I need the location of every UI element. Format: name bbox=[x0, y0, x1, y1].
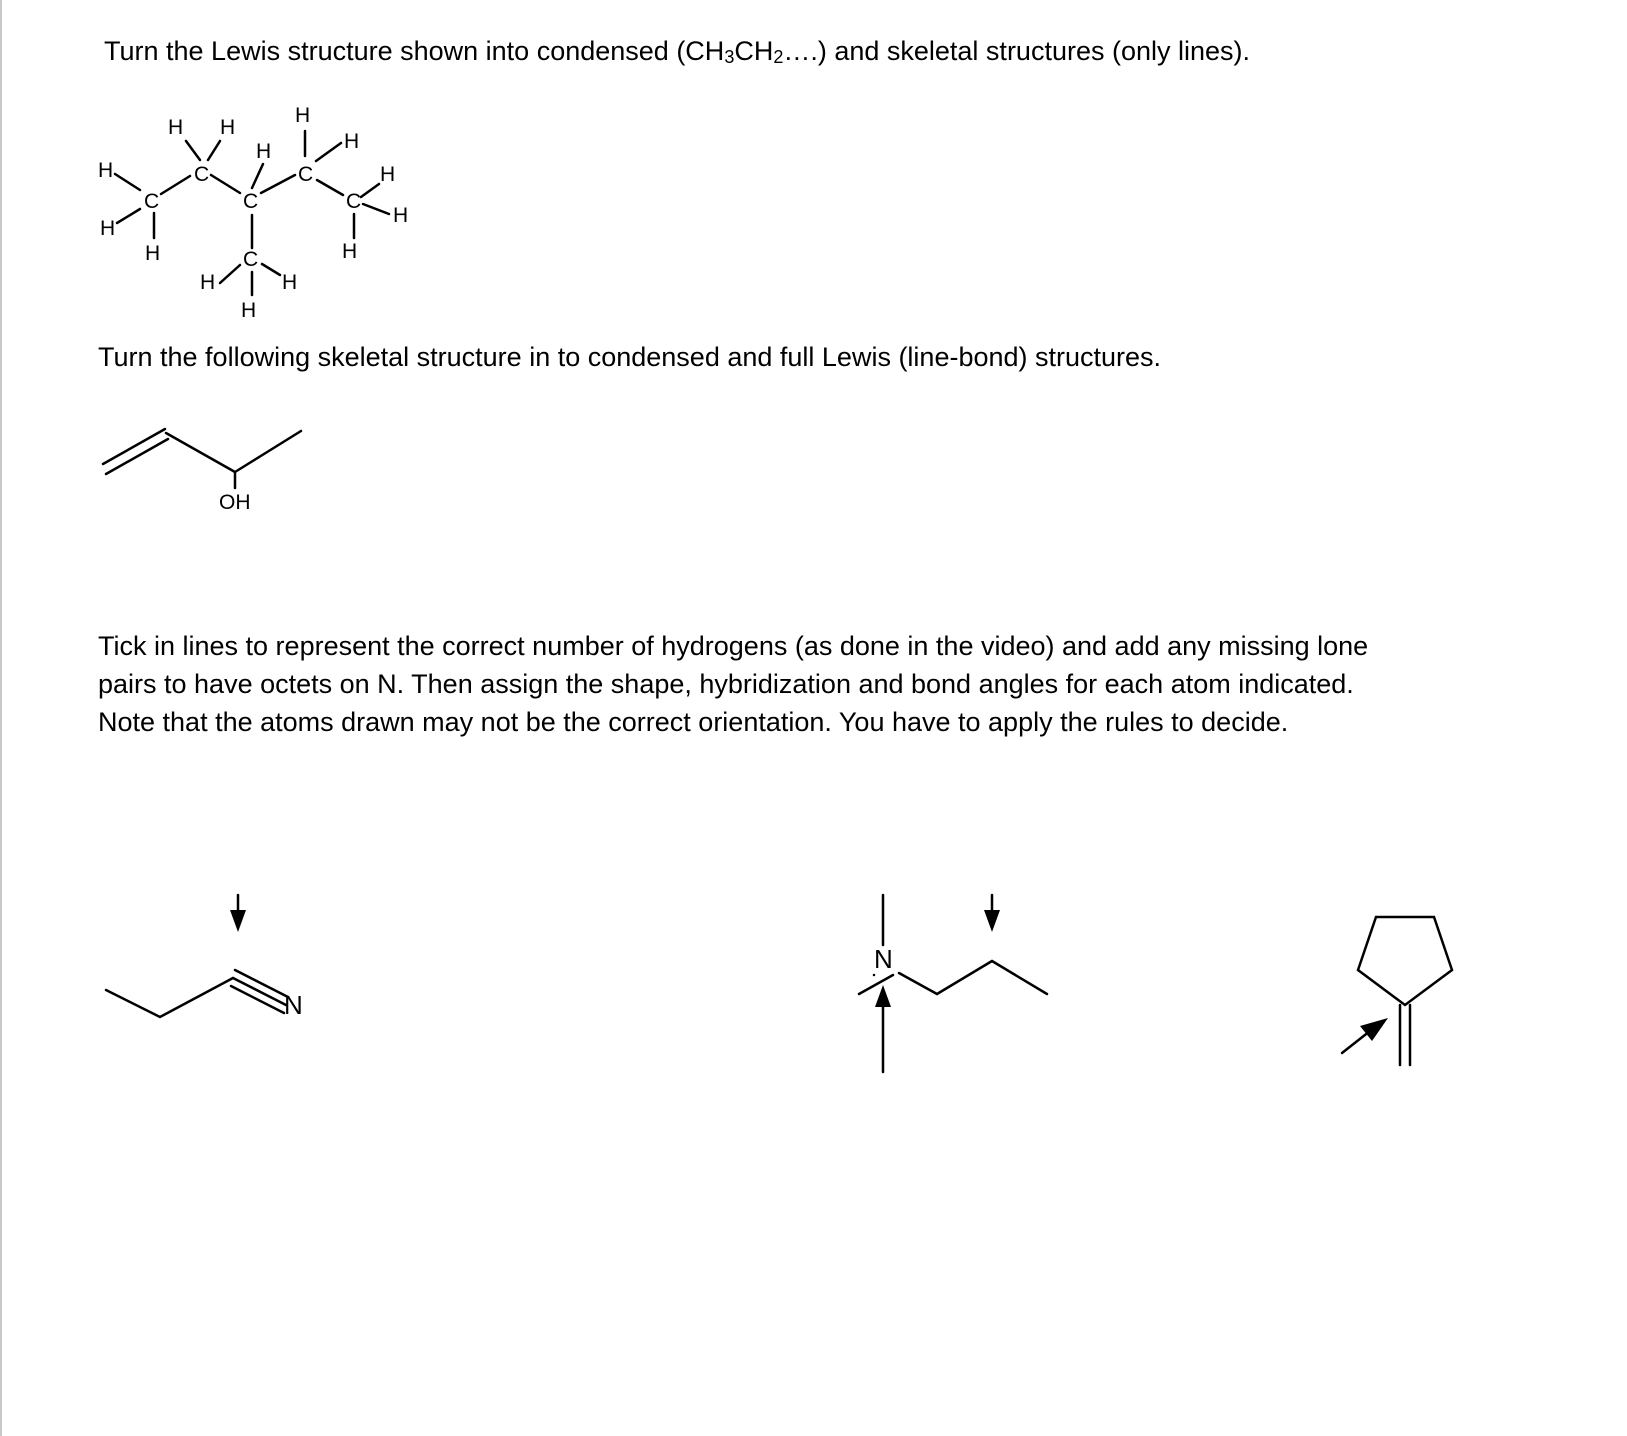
bond bbox=[115, 174, 140, 190]
up-right-arrow-icon bbox=[1360, 1018, 1388, 1041]
atom-h: H bbox=[241, 299, 257, 322]
atom-h: H bbox=[380, 163, 396, 186]
atom-h: H bbox=[344, 130, 360, 153]
lewis-structure bbox=[90, 98, 450, 328]
atom-h: H bbox=[295, 104, 311, 127]
bond bbox=[166, 433, 235, 472]
bond bbox=[220, 265, 240, 283]
question-3-line: pairs to have octets on N. Then assign the shape, hybridization and bond angles for each atom indicated. bbox=[98, 669, 1354, 699]
atom-c: C bbox=[298, 163, 314, 186]
bond bbox=[211, 175, 240, 193]
bond bbox=[235, 431, 301, 472]
amine-structure bbox=[855, 890, 1095, 1080]
skeletal-alcohol-structure bbox=[98, 416, 318, 516]
bond bbox=[252, 164, 263, 188]
atom-h: H bbox=[220, 116, 236, 139]
bond bbox=[117, 209, 140, 223]
bond bbox=[361, 184, 379, 197]
atom-c: C bbox=[243, 190, 259, 213]
atom-h: H bbox=[393, 204, 409, 227]
down-arrow-icon bbox=[230, 910, 246, 932]
atom-c: C bbox=[144, 190, 160, 213]
bond bbox=[859, 975, 893, 994]
up-arrow-icon bbox=[875, 985, 891, 1007]
atom-c: C bbox=[243, 248, 259, 271]
bond bbox=[317, 180, 343, 195]
atom-h: H bbox=[342, 240, 358, 263]
carbon-chain bbox=[899, 961, 1047, 994]
question-3-line: Tick in lines to represent the correct number of hydrogens (as done in the video) and add any missing lone bbox=[98, 631, 1369, 661]
nitrogen-label: N bbox=[284, 990, 303, 1020]
question-2-text: Turn the following skeletal structure in to condensed and full Lewis (line-bond) structures. bbox=[98, 342, 1162, 372]
atom-h: H bbox=[145, 242, 161, 265]
page-left-border bbox=[0, 0, 2, 1436]
bond bbox=[186, 141, 200, 160]
hydroxyl-label: OH bbox=[219, 491, 251, 514]
atom-h: H bbox=[256, 140, 272, 163]
atom-h: H bbox=[282, 271, 298, 294]
question-1-text: Turn the Lewis structure shown into condensed $(CH_3CH_2\dots.)$ and skeletal structures (only lines). bbox=[104, 36, 1251, 67]
atom-h: H bbox=[200, 271, 216, 294]
question-3-text bbox=[98, 627, 1538, 741]
methylenecyclopentane-structure bbox=[1330, 905, 1480, 1075]
atom-h: H bbox=[98, 159, 114, 182]
atom-c: C bbox=[194, 163, 210, 186]
atom-h: H bbox=[100, 217, 116, 240]
bond bbox=[161, 176, 190, 194]
down-arrow-icon bbox=[984, 910, 1000, 932]
bond bbox=[316, 143, 341, 161]
atom-c: C bbox=[346, 190, 362, 213]
question-3-line: Note that the atoms drawn may not be the correct orientation. You have to apply the rules to decide. bbox=[98, 707, 1289, 737]
carbon-chain bbox=[106, 978, 233, 1017]
atom-h: H bbox=[168, 116, 184, 139]
bond bbox=[262, 264, 280, 275]
bond bbox=[261, 175, 295, 193]
indicator-arrow-shaft bbox=[1342, 1031, 1370, 1053]
cyclopentane-ring bbox=[1358, 917, 1452, 1005]
nitrile-structure bbox=[98, 890, 338, 1040]
nitrogen-label: N bbox=[874, 944, 893, 974]
bond bbox=[208, 141, 220, 160]
bond bbox=[363, 204, 389, 214]
